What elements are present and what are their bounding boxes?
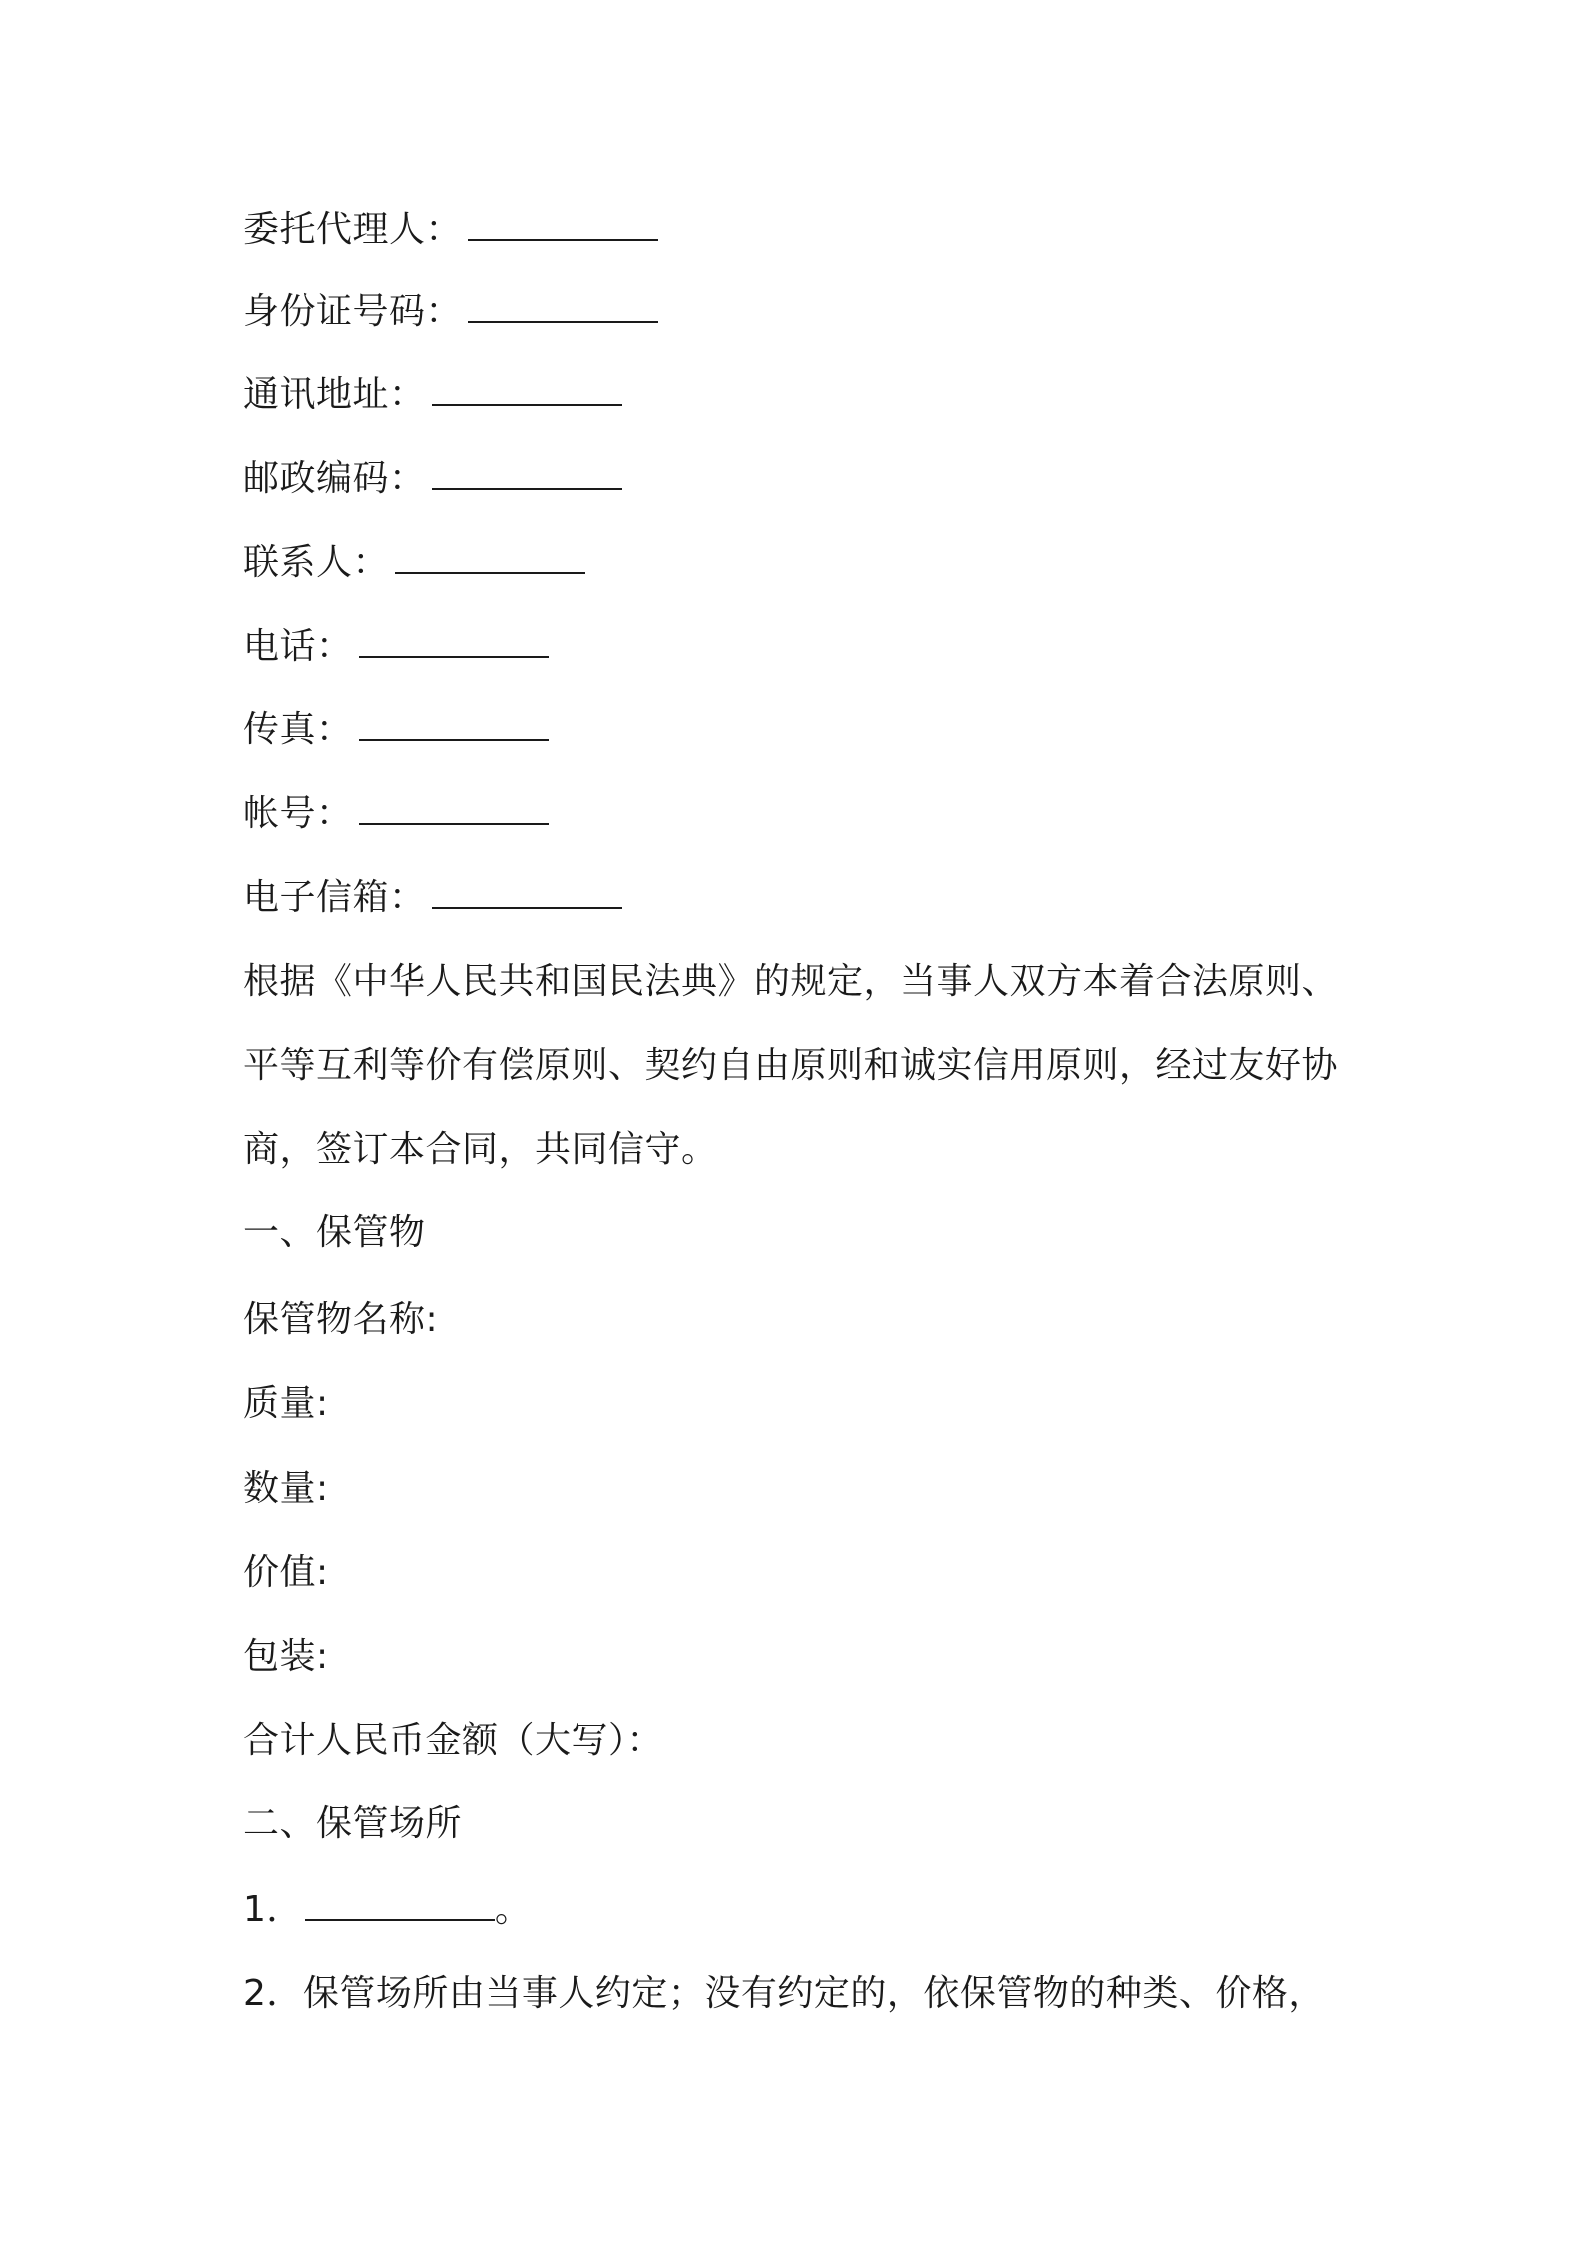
field-agent-blank (468, 209, 658, 241)
field-contact-blank (395, 542, 585, 574)
field-id-number-blank (468, 291, 658, 323)
section-2-heading: 二、保管场所 (243, 1803, 463, 1844)
field-postcode (243, 457, 622, 501)
field-postcode-label: 邮政编码： (243, 458, 426, 499)
section-2-item-1 (243, 1888, 531, 1932)
field-fax-label: 传真： (243, 709, 353, 750)
field-contact-label: 联系人： (243, 542, 390, 583)
field-phone-label: 电话： (243, 626, 353, 667)
field-account-label: 帐号： (243, 793, 353, 834)
field-postcode-blank (432, 458, 622, 490)
field-agent-label: 委托代理人： (243, 209, 463, 250)
field-address-label: 通讯地址： (243, 374, 426, 415)
storage-item-packaging: 包装: (243, 1636, 329, 1677)
field-account (243, 792, 549, 836)
field-id-number-label: 身份证号码： (243, 291, 463, 332)
section-2-item-1-number: 1． (243, 1889, 303, 1930)
preamble-line-2: 平等互利等价有偿原则、契约自由原则和诚实信用原则，经过友好协 (243, 1045, 1339, 1086)
section-2-item-1-blank (305, 1889, 495, 1921)
section-1-heading: 一、保管物 (243, 1212, 426, 1253)
field-email-label: 电子信箱： (243, 877, 426, 918)
storage-item-quantity: 数量: (243, 1468, 329, 1509)
section-2-item-2: 2．保管场所由当事人约定；没有约定的，依保管物的种类、价格， (243, 1973, 1325, 2014)
field-phone (243, 625, 549, 669)
field-phone-blank (359, 626, 549, 658)
storage-total-amount: 合计人民币金额（大写）： (243, 1720, 664, 1761)
storage-item-quality: 质量: (243, 1383, 329, 1424)
field-fax (243, 708, 549, 752)
field-account-blank (359, 793, 549, 825)
field-email (243, 876, 622, 920)
field-address (243, 373, 622, 417)
field-id-number (243, 290, 658, 334)
preamble-line-1: 根据《中华人民共和国民法典》的规定，当事人双方本着合法原则、 (243, 961, 1339, 1002)
field-fax-blank (359, 709, 549, 741)
preamble-line-3: 商，签订本合同，共同信守。 (243, 1129, 718, 1170)
field-email-blank (432, 877, 622, 909)
field-agent (243, 208, 658, 252)
storage-item-value: 价值: (243, 1552, 329, 1593)
field-address-blank (432, 374, 622, 406)
section-2-item-1-end: 。 (494, 1889, 532, 1930)
field-contact (243, 541, 585, 585)
storage-item-name: 保管物名称: (243, 1299, 439, 1340)
